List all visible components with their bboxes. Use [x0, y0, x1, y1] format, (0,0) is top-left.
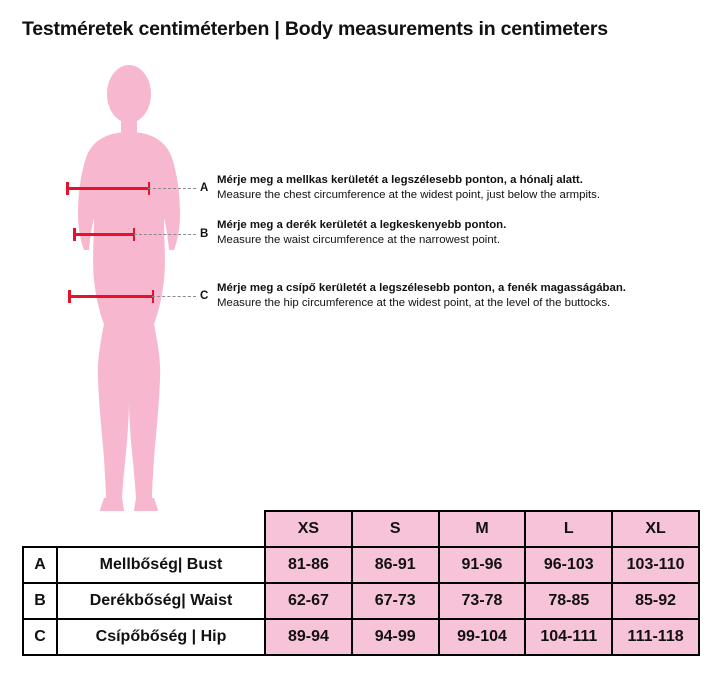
cell-waist-m: 73-78 — [439, 583, 526, 619]
row-letter-c: C — [23, 619, 57, 655]
note-bust-hu: Mérje meg a mellkas kerületét a legszélesebb ponton, a hónalj alatt. — [217, 174, 583, 186]
marker-letter-a: A — [200, 182, 209, 194]
cell-hip-xl: 111-118 — [612, 619, 699, 655]
cell-waist-l: 78-85 — [525, 583, 612, 619]
bust-measure-bar — [66, 187, 150, 190]
cell-hip-xs: 89-94 — [265, 619, 352, 655]
note-bust — [217, 173, 600, 202]
header-blank-letter — [23, 511, 57, 547]
cell-waist-xl: 85-92 — [612, 583, 699, 619]
note-hip — [217, 281, 626, 310]
note-hip-en: Measure the hip circumference at the widest point, at the level of the buttocks. — [217, 296, 611, 309]
row-name-bust: Mellbőség| Bust — [57, 547, 265, 583]
size-table — [22, 510, 700, 656]
note-waist — [217, 218, 506, 247]
waist-measure-bar — [73, 233, 135, 236]
header-size-l: L — [525, 511, 612, 547]
table-row — [23, 547, 699, 583]
cell-bust-m: 91-96 — [439, 547, 526, 583]
leader-line-a — [148, 188, 196, 189]
table-row — [23, 619, 699, 655]
row-letter-a: A — [23, 547, 57, 583]
cell-hip-s: 94-99 — [352, 619, 439, 655]
header-size-m: M — [439, 511, 526, 547]
marker-letter-b: B — [200, 228, 209, 240]
hip-measure-bar — [68, 295, 154, 298]
note-bust-en: Measure the chest circumference at the widest point, just below the armpits. — [217, 188, 601, 201]
table-header-row — [23, 511, 699, 547]
note-waist-hu: Mérje meg a derék kerületét a legkeskenyebb ponton. — [217, 219, 507, 231]
bust-measure-cap-left — [66, 182, 69, 195]
cell-bust-xs: 81-86 — [265, 547, 352, 583]
hip-measure-cap-left — [68, 290, 71, 303]
row-letter-b: B — [23, 583, 57, 619]
table-row — [23, 583, 699, 619]
cell-waist-s: 67-73 — [352, 583, 439, 619]
marker-letter-c: C — [200, 290, 209, 302]
header-blank-name — [57, 511, 265, 547]
cell-bust-xl: 103-110 — [612, 547, 699, 583]
cell-hip-m: 99-104 — [439, 619, 526, 655]
leader-line-c — [152, 296, 196, 297]
header-size-s: S — [352, 511, 439, 547]
row-name-hip: Csípőbőség | Hip — [57, 619, 265, 655]
row-name-waist: Derékbőség| Waist — [57, 583, 265, 619]
leader-line-b — [134, 234, 196, 235]
cell-bust-s: 86-91 — [352, 547, 439, 583]
cell-bust-l: 96-103 — [525, 547, 612, 583]
page-title: Testméretek centiméterben | Body measurements in centimeters — [22, 18, 608, 40]
header-size-xs: XS — [265, 511, 352, 547]
header-size-xl: XL — [612, 511, 699, 547]
note-waist-en: Measure the waist circumference at the narrowest point. — [217, 233, 500, 246]
size-table-wrapper — [22, 510, 698, 656]
note-hip-hu: Mérje meg a csípő kerületét a legszélesebb ponton, a fenék magasságában. — [217, 282, 626, 294]
waist-measure-cap-left — [73, 228, 76, 241]
cell-hip-l: 104-111 — [525, 619, 612, 655]
cell-waist-xs: 62-67 — [265, 583, 352, 619]
